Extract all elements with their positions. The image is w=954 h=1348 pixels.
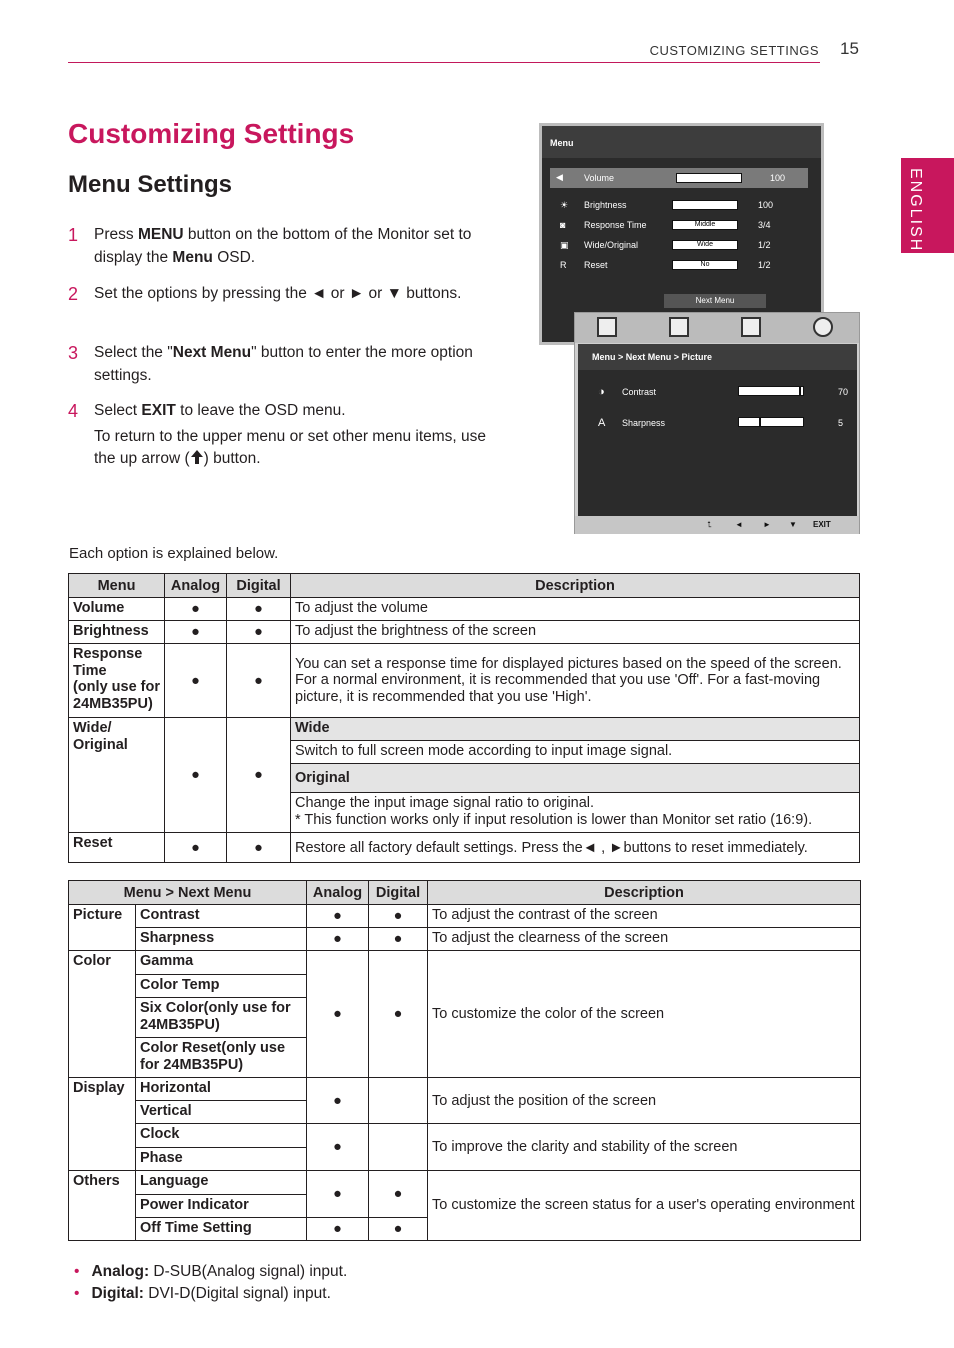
sharpness-icon: A [598,417,606,429]
digital-dot: ● [369,928,428,951]
analog-dot: ● [165,718,227,833]
table-row [69,928,861,951]
analog-dot: ● [165,833,227,863]
col-header: Description [291,574,860,598]
osd-sharpness-fill [739,418,761,426]
digital-dot: ● [369,951,428,1078]
step-text: Press MENU button on the bottom of the Monitor set to display the Menu OSD. [94,226,472,266]
osd-row-selector: Middle [672,220,738,230]
digital-empty [369,1078,428,1124]
description-cell: To adjust the volume [291,598,860,621]
col-header: Digital [227,574,291,598]
table-row [69,833,860,863]
color-tab-icon [669,317,689,337]
osd-down-icon: ▼ [789,520,797,529]
analog-dot: ● [307,951,369,1078]
analog-dot: ● [307,1171,369,1218]
menu-cell: Vertical [136,1101,307,1124]
menu-cell: Clock [136,1124,307,1148]
digital-dot: ● [227,621,291,644]
step-1 [68,224,498,272]
table-header-row [69,881,861,905]
osd-sharpness-slider [738,417,804,427]
osd-row-label: Response Time [584,220,647,230]
reset-icon: R [560,260,567,270]
group-cell: Color [69,951,136,1078]
bullet-label: Analog: [91,1263,150,1280]
osd-row-label: Reset [584,260,608,270]
menu-cell: Phase [136,1148,307,1171]
menu-cell: Response Time (only use for 24MB35PU) [69,644,165,718]
digital-empty [369,1124,428,1171]
list-item [74,1261,347,1283]
description-cell: To customize the color of the screen [428,951,861,1078]
osd-picture-body [578,344,857,516]
col-header: Menu > Next Menu [69,881,307,905]
step-2 [68,283,498,331]
table-row [69,1171,861,1195]
osd-row-value: 3/4 [758,220,771,230]
bullet-label: Digital: [91,1285,144,1302]
menu-cell: Wide/ Original [69,718,165,833]
sub-heading-cell: Wide [291,718,860,741]
description-cell: To adjust the contrast of the screen [428,905,861,928]
analog-dot: ● [307,1218,369,1241]
osd-row-slider [672,200,738,210]
header-rule [68,62,820,63]
osd-volume-row [550,168,808,188]
table-row [69,951,861,975]
analog-dot: ● [307,1124,369,1171]
sub-heading-cell: Original [291,764,860,793]
menu-cell: Language [136,1171,307,1195]
osd-row-selector: Wide [672,240,738,250]
menu-cell: Gamma [136,951,307,975]
table-row [69,718,860,741]
col-header: Digital [369,881,428,905]
analog-dot: ● [307,905,369,928]
step-text: Set the options by pressing the ◄ or ► or ▼ buttons. [94,285,462,302]
bullet-dot: • [74,1263,80,1280]
contrast-icon: ◑ [598,386,605,398]
analog-dot: ● [165,598,227,621]
osd-row-value: 70 [838,387,849,397]
picture-tab-icon [597,317,617,337]
step-text: Select EXIT to leave the OSD menu. To return to the upper menu or set other menu items, use the up arrow ( ) button. [94,402,487,467]
menu-cell: Reset [69,833,165,863]
osd-row-label: Contrast [622,387,657,397]
osd-breadcrumb: Menu > Next Menu > Picture [592,352,713,362]
digital-dot: ● [369,1171,428,1218]
osd-volume-label: Volume [584,173,615,183]
menu-cell: Horizontal [136,1078,307,1101]
menu-cell: Contrast [136,905,307,928]
menu-cell: Six Color(only use for 24MB35PU) [136,998,307,1038]
osd-right-icon: ► [763,520,771,529]
running-header-section: CUSTOMIZING SETTINGS [649,43,819,58]
intro-text: Each option is explained below. [69,545,279,562]
osd-bottom-bar [575,516,859,534]
description-cell: Restore all factory default settings. Press the◄ , ►buttons to reset immediately. [291,833,860,863]
group-cell: Others [69,1171,136,1241]
table-row [69,621,860,644]
menu-cell: Brightness [69,621,165,644]
osd-row-value: 5 [838,418,844,428]
table-row [69,598,860,621]
analog-dot: ● [165,621,227,644]
language-tab-label: ENGLISH [907,168,924,253]
osd-picture-menu-image [574,312,860,534]
osd-exit-label: EXIT [813,520,831,529]
table-row [69,905,861,928]
osd-top-bar [542,126,821,158]
analog-dot: ● [307,1078,369,1124]
col-header: Analog [307,881,369,905]
digital-dot: ● [227,644,291,718]
others-tab-icon [813,317,833,337]
menu-cell: Color Reset(only use for 24MB35PU) [136,1038,307,1078]
digital-dot: ● [369,1218,428,1241]
menu-cell: Volume [69,598,165,621]
display-tab-icon [741,317,761,337]
step-number: 3 [68,343,79,363]
page-title: Customizing Settings [68,118,355,149]
osd-volume-slider [676,173,742,183]
osd-menu-label: Menu [550,138,574,148]
osd-row-selector: No [672,260,738,270]
menu-cell: Power Indicator [136,1195,307,1218]
bullet-text: D-SUB(Analog signal) input. [149,1263,348,1280]
bullet-list [74,1261,347,1305]
page-number: 15 [840,39,859,58]
step-text: Select the "Next Menu" button to enter the more option settings. [94,344,473,384]
osd-left-icon: ◄ [735,520,743,529]
analog-dot: ● [307,928,369,951]
osd-row-label: Brightness [584,200,627,210]
menu-cell: Color Temp [136,975,307,998]
digital-dot: ● [369,905,428,928]
menu-cell: Sharpness [136,928,307,951]
osd-row-value: 1/2 [758,240,771,250]
section-title: Menu Settings [68,171,233,198]
table-row [69,1124,861,1148]
table-row [69,644,860,718]
osd-breadcrumb-bar [578,344,857,370]
osd-up-icon: ⮤ [707,520,712,529]
group-cell: Display [69,1078,136,1171]
col-header: Menu [69,574,165,598]
bullet-dot: • [74,1285,80,1302]
osd-next-menu-button: Next Menu [664,294,766,308]
description-cell: Switch to full screen mode according to input image signal. [291,741,860,764]
digital-dot: ● [227,598,291,621]
table-header-row [69,574,860,598]
step-3 [68,342,498,390]
group-cell: Picture [69,905,136,951]
description-cell: To adjust the position of the screen [428,1078,861,1124]
description-cell: Change the input image signal ratio to original. * This function works only if input resolution is lower than Monitor set ratio (16:9). [291,793,860,833]
osd-contrast-fill [739,387,801,395]
osd-row-label: Wide/Original [584,240,639,250]
digital-dot: ● [227,833,291,863]
osd-row-value: 100 [758,200,774,210]
step-number: 2 [68,284,79,304]
brightness-icon: ☀ [560,200,569,210]
speaker-icon: ◀ [556,172,563,182]
description-cell: To improve the clarity and stability of the screen [428,1124,861,1171]
col-header: Description [428,881,861,905]
osd-tab-strip [575,313,859,343]
description-cell: To adjust the clearness of the screen [428,928,861,951]
step-number: 1 [68,225,79,245]
col-header: Analog [165,574,227,598]
step-number: 4 [68,401,79,421]
up-arrow-icon [190,449,204,465]
osd-volume-value: 100 [770,173,786,183]
osd-row-value: 1/2 [758,260,771,270]
digital-dot: ● [227,718,291,833]
analog-dot: ● [165,644,227,718]
next-menu-table [68,880,861,1241]
list-item [74,1283,347,1305]
step-4 [68,400,498,472]
description-cell: To customize the screen status for a user's operating environment [428,1171,861,1241]
table-row [69,1078,861,1101]
description-cell: To adjust the brightness of the screen [291,621,860,644]
description-cell: You can set a response time for displayed pictures based on the speed of the screen. For a normal environment, it is recommended that you use 'Off'. For a fast-moving picture, it is recommended that you use 'High'. [291,644,860,718]
language-tab [901,158,954,253]
osd-contrast-slider [738,386,804,396]
response-time-icon: ◙ [560,220,566,230]
menu-options-table [68,573,860,863]
bullet-text: DVI-D(Digital signal) input. [143,1285,331,1302]
wide-original-icon: ▣ [560,240,569,250]
menu-cell: Off Time Setting [136,1218,307,1241]
osd-row-label: Sharpness [622,418,666,428]
